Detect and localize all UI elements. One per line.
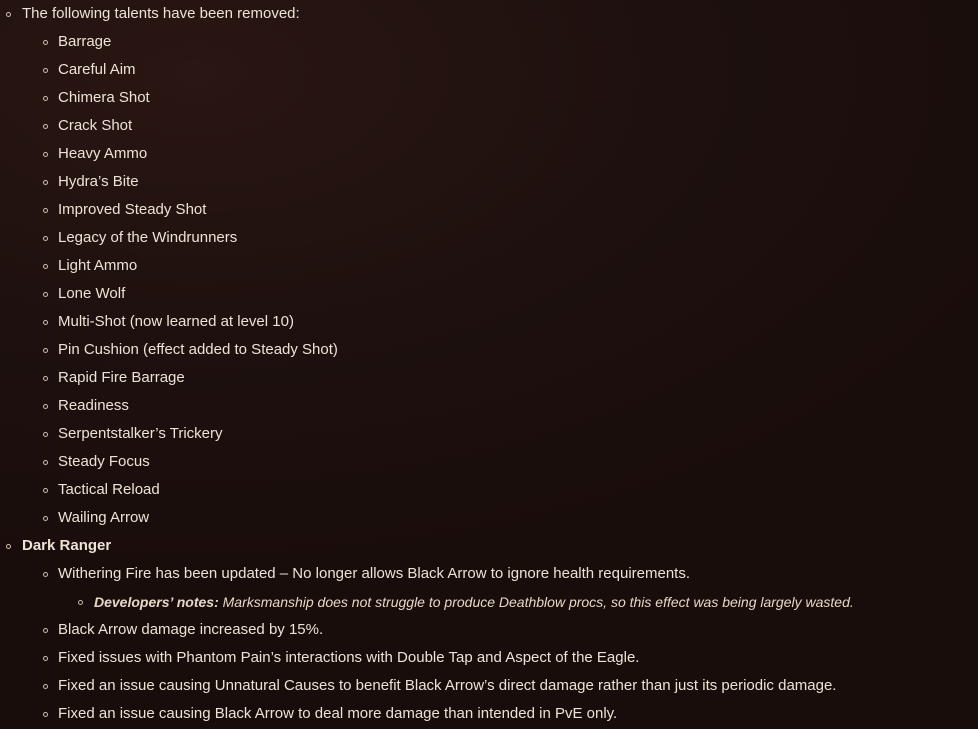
- developer-note-label: Developers’ notes:: [94, 594, 219, 610]
- talent-name: Barrage: [58, 33, 112, 50]
- talent-name: Steady Focus: [58, 453, 150, 470]
- talent-name: Pin Cushion (effect added to Steady Shot): [58, 341, 338, 358]
- list-item: [22, 196, 978, 224]
- talent-name: Legacy of the Windrunners: [58, 229, 238, 246]
- list-item: [22, 56, 978, 84]
- list-item: [22, 616, 978, 644]
- removed-talents-intro-text: The following talents have been removed:: [22, 5, 300, 22]
- list-item: [22, 84, 978, 112]
- developer-notes-list: [58, 588, 978, 616]
- talent-name: Readiness: [58, 397, 129, 414]
- talent-name: Hydra’s Bite: [58, 173, 139, 190]
- entry-text: Fixed an issue causing Unnatural Causes to benefit Black Arrow’s direct damage rather than just its periodic damage.: [58, 677, 837, 694]
- list-item: [22, 420, 978, 448]
- list-item: [22, 308, 978, 336]
- entry-text: Fixed an issue causing Black Arrow to deal more damage than intended in PvE only.: [58, 705, 618, 722]
- talent-name: Heavy Ammo: [58, 145, 148, 162]
- list-item: [22, 280, 978, 308]
- entry-text: Fixed issues with Phantom Pain’s interactions with Double Tap and Aspect of the Eagle.: [58, 649, 640, 666]
- list-item: [22, 392, 978, 420]
- list-item: [22, 140, 978, 168]
- talent-name: Tactical Reload: [58, 481, 160, 498]
- talent-name: Wailing Arrow: [58, 509, 150, 526]
- list-item: [22, 700, 978, 728]
- talent-name: Multi-Shot (now learned at level 10): [58, 313, 294, 330]
- entry-text: Black Arrow damage increased by 15%.: [58, 621, 324, 638]
- talent-name: Rapid Fire Barrage: [58, 369, 185, 386]
- list-item: [22, 672, 978, 700]
- talent-name: Light Ammo: [58, 257, 138, 274]
- talent-name: Chimera Shot: [58, 89, 150, 106]
- list-item: [22, 112, 978, 140]
- list-item: [22, 560, 978, 616]
- list-item: [22, 644, 978, 672]
- list-item: [22, 224, 978, 252]
- talent-name: Improved Steady Shot: [58, 201, 207, 218]
- talent-name: Crack Shot: [58, 117, 133, 134]
- list-item: [22, 252, 978, 280]
- entry-text: Withering Fire has been updated – No longer allows Black Arrow to ignore health requirements.: [58, 565, 691, 582]
- list-item: [22, 448, 978, 476]
- dark-ranger-entries: [22, 560, 978, 728]
- dark-ranger-heading: Dark Ranger: [22, 537, 112, 554]
- removed-talents-list: [22, 28, 978, 532]
- list-item: [22, 168, 978, 196]
- developer-note: [58, 588, 978, 616]
- list-item: [22, 28, 978, 56]
- talent-name: Lone Wolf: [58, 285, 126, 302]
- talent-name: Careful Aim: [58, 61, 136, 78]
- dark-ranger-section: [0, 532, 978, 728]
- developer-note-text: Marksmanship does not struggle to produce Deathblow procs, so this effect was being largely wasted.: [218, 594, 854, 610]
- list-item: [22, 336, 978, 364]
- talent-name: Serpentstalker’s Trickery: [58, 425, 223, 442]
- list-item: [22, 504, 978, 532]
- list-item: [22, 476, 978, 504]
- list-item: [22, 364, 978, 392]
